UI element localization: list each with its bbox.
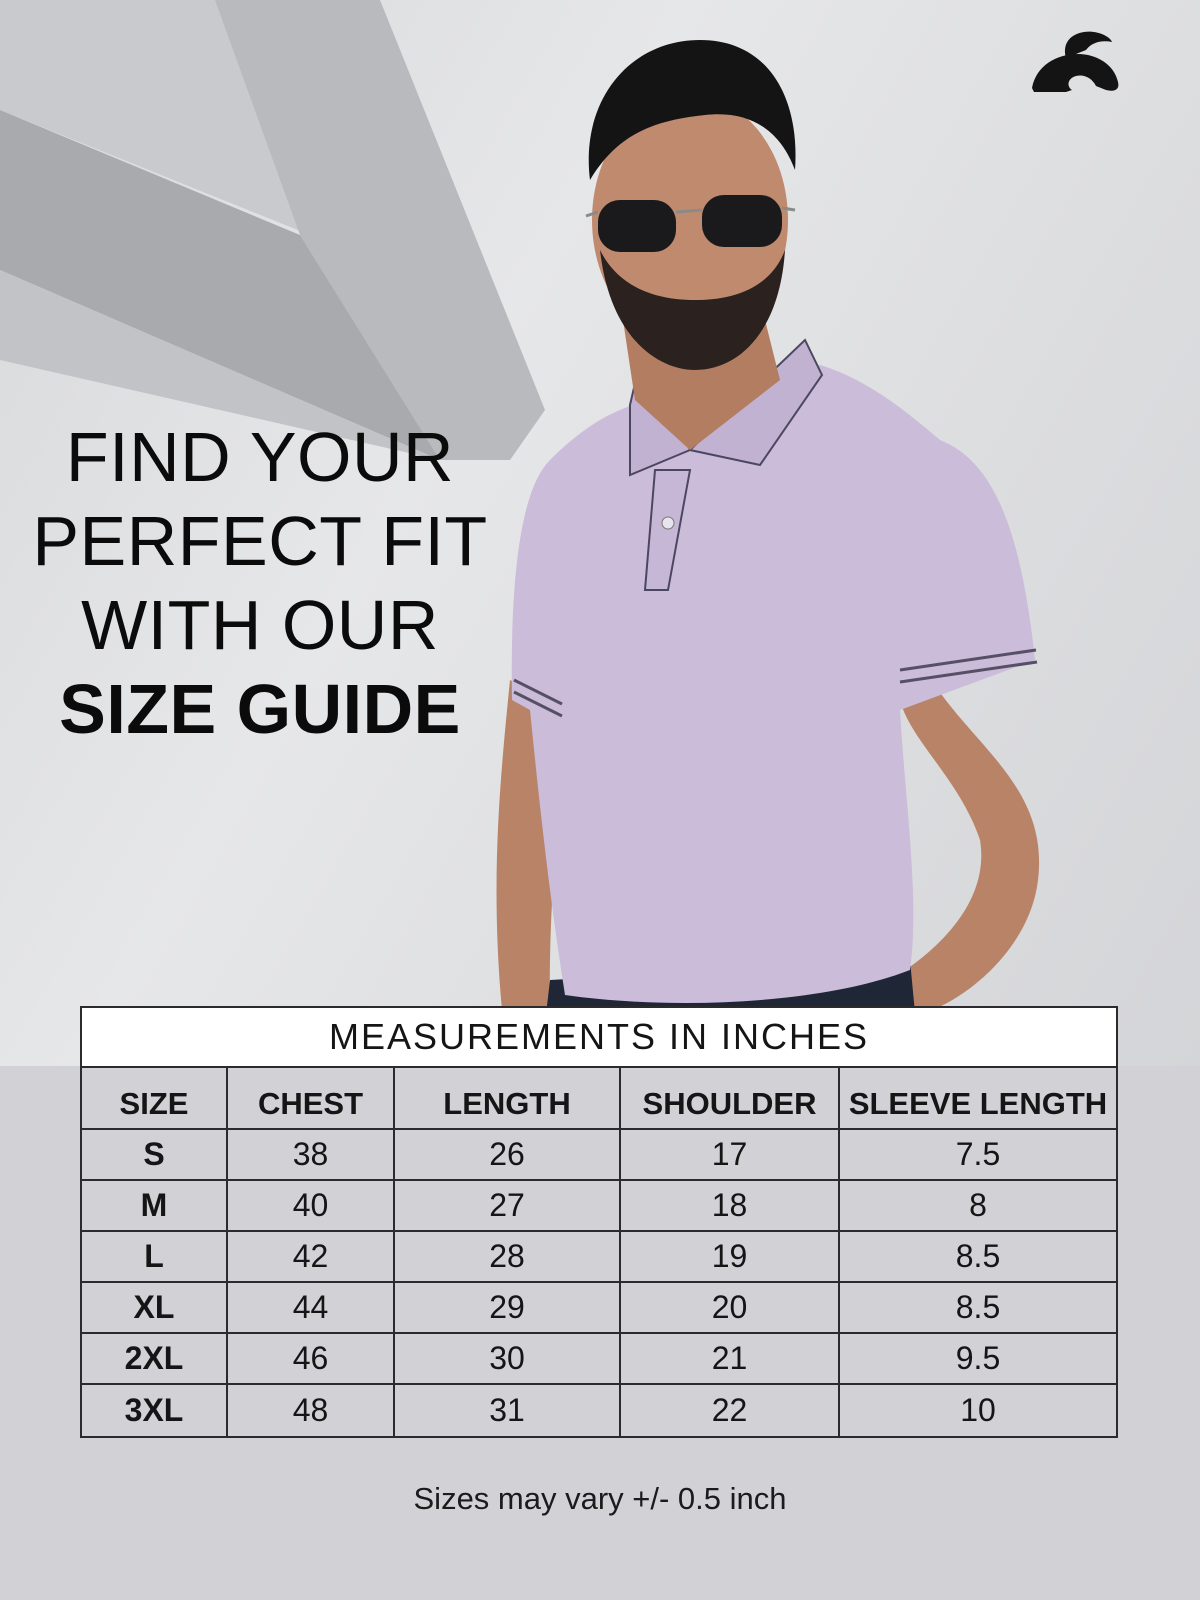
table-cell: 31 bbox=[395, 1385, 621, 1436]
table-cell: 8 bbox=[840, 1181, 1116, 1232]
table-cell: 46 bbox=[228, 1334, 395, 1385]
size-note: Sizes may vary +/- 0.5 inch bbox=[413, 1481, 787, 1516]
table-cell: 10 bbox=[960, 1392, 996, 1428]
table-cell: 44 bbox=[228, 1283, 395, 1334]
column-header: SHOULDER bbox=[621, 1068, 840, 1130]
table-cell: 8.5 bbox=[840, 1283, 1116, 1334]
size-table bbox=[80, 1006, 1118, 1438]
table-cell: 17 bbox=[621, 1130, 840, 1181]
table-cell-size: L bbox=[82, 1232, 228, 1283]
table-cell: 8.5 bbox=[840, 1232, 1116, 1283]
table-cell: 7.5 bbox=[840, 1130, 1116, 1181]
model-photo bbox=[490, 20, 1090, 1066]
table-cell-size: M bbox=[82, 1181, 228, 1232]
table-grid bbox=[82, 1068, 1116, 1436]
column-header: CHEST bbox=[228, 1068, 395, 1130]
table-cell: 42 bbox=[228, 1232, 395, 1283]
table-cell: 29 bbox=[395, 1283, 621, 1334]
table-cell-size: 3XL bbox=[82, 1385, 228, 1436]
table-cell: 38 bbox=[228, 1130, 395, 1181]
headline bbox=[30, 415, 490, 751]
column-header: LENGTH bbox=[395, 1068, 621, 1130]
column-header: SLEEVE LENGTH bbox=[840, 1068, 1116, 1130]
column-header: SIZE bbox=[82, 1068, 228, 1130]
headline-line-4: SIZE GUIDE bbox=[59, 670, 461, 748]
table-cell: 9.5 bbox=[840, 1334, 1116, 1385]
table-cell: 20 bbox=[621, 1283, 840, 1334]
table-cell: 48 bbox=[228, 1385, 395, 1436]
table-cell: 22 bbox=[621, 1385, 840, 1436]
table-cell: 21 bbox=[621, 1334, 840, 1385]
table-cell: 27 bbox=[395, 1181, 621, 1232]
table-cell-size: 2XL bbox=[82, 1334, 228, 1385]
table-cell: 18 bbox=[621, 1181, 840, 1232]
headline-line-3: WITH OUR bbox=[81, 586, 439, 664]
table-cell: 28 bbox=[395, 1232, 621, 1283]
table-cell-size: XL bbox=[82, 1283, 228, 1334]
table-cell: 30 bbox=[395, 1334, 621, 1385]
headline-line-2: PERFECT FIT bbox=[32, 502, 488, 580]
rabbit-logo-icon bbox=[1026, 28, 1122, 96]
table-cell-size: S bbox=[82, 1130, 228, 1181]
table-cell: 40 bbox=[228, 1181, 395, 1232]
table-cell: 26 bbox=[395, 1130, 621, 1181]
headline-line-1: FIND YOUR bbox=[65, 418, 455, 496]
table-caption: MEASUREMENTS IN INCHES bbox=[82, 1008, 1116, 1068]
table-cell: 19 bbox=[621, 1232, 840, 1283]
